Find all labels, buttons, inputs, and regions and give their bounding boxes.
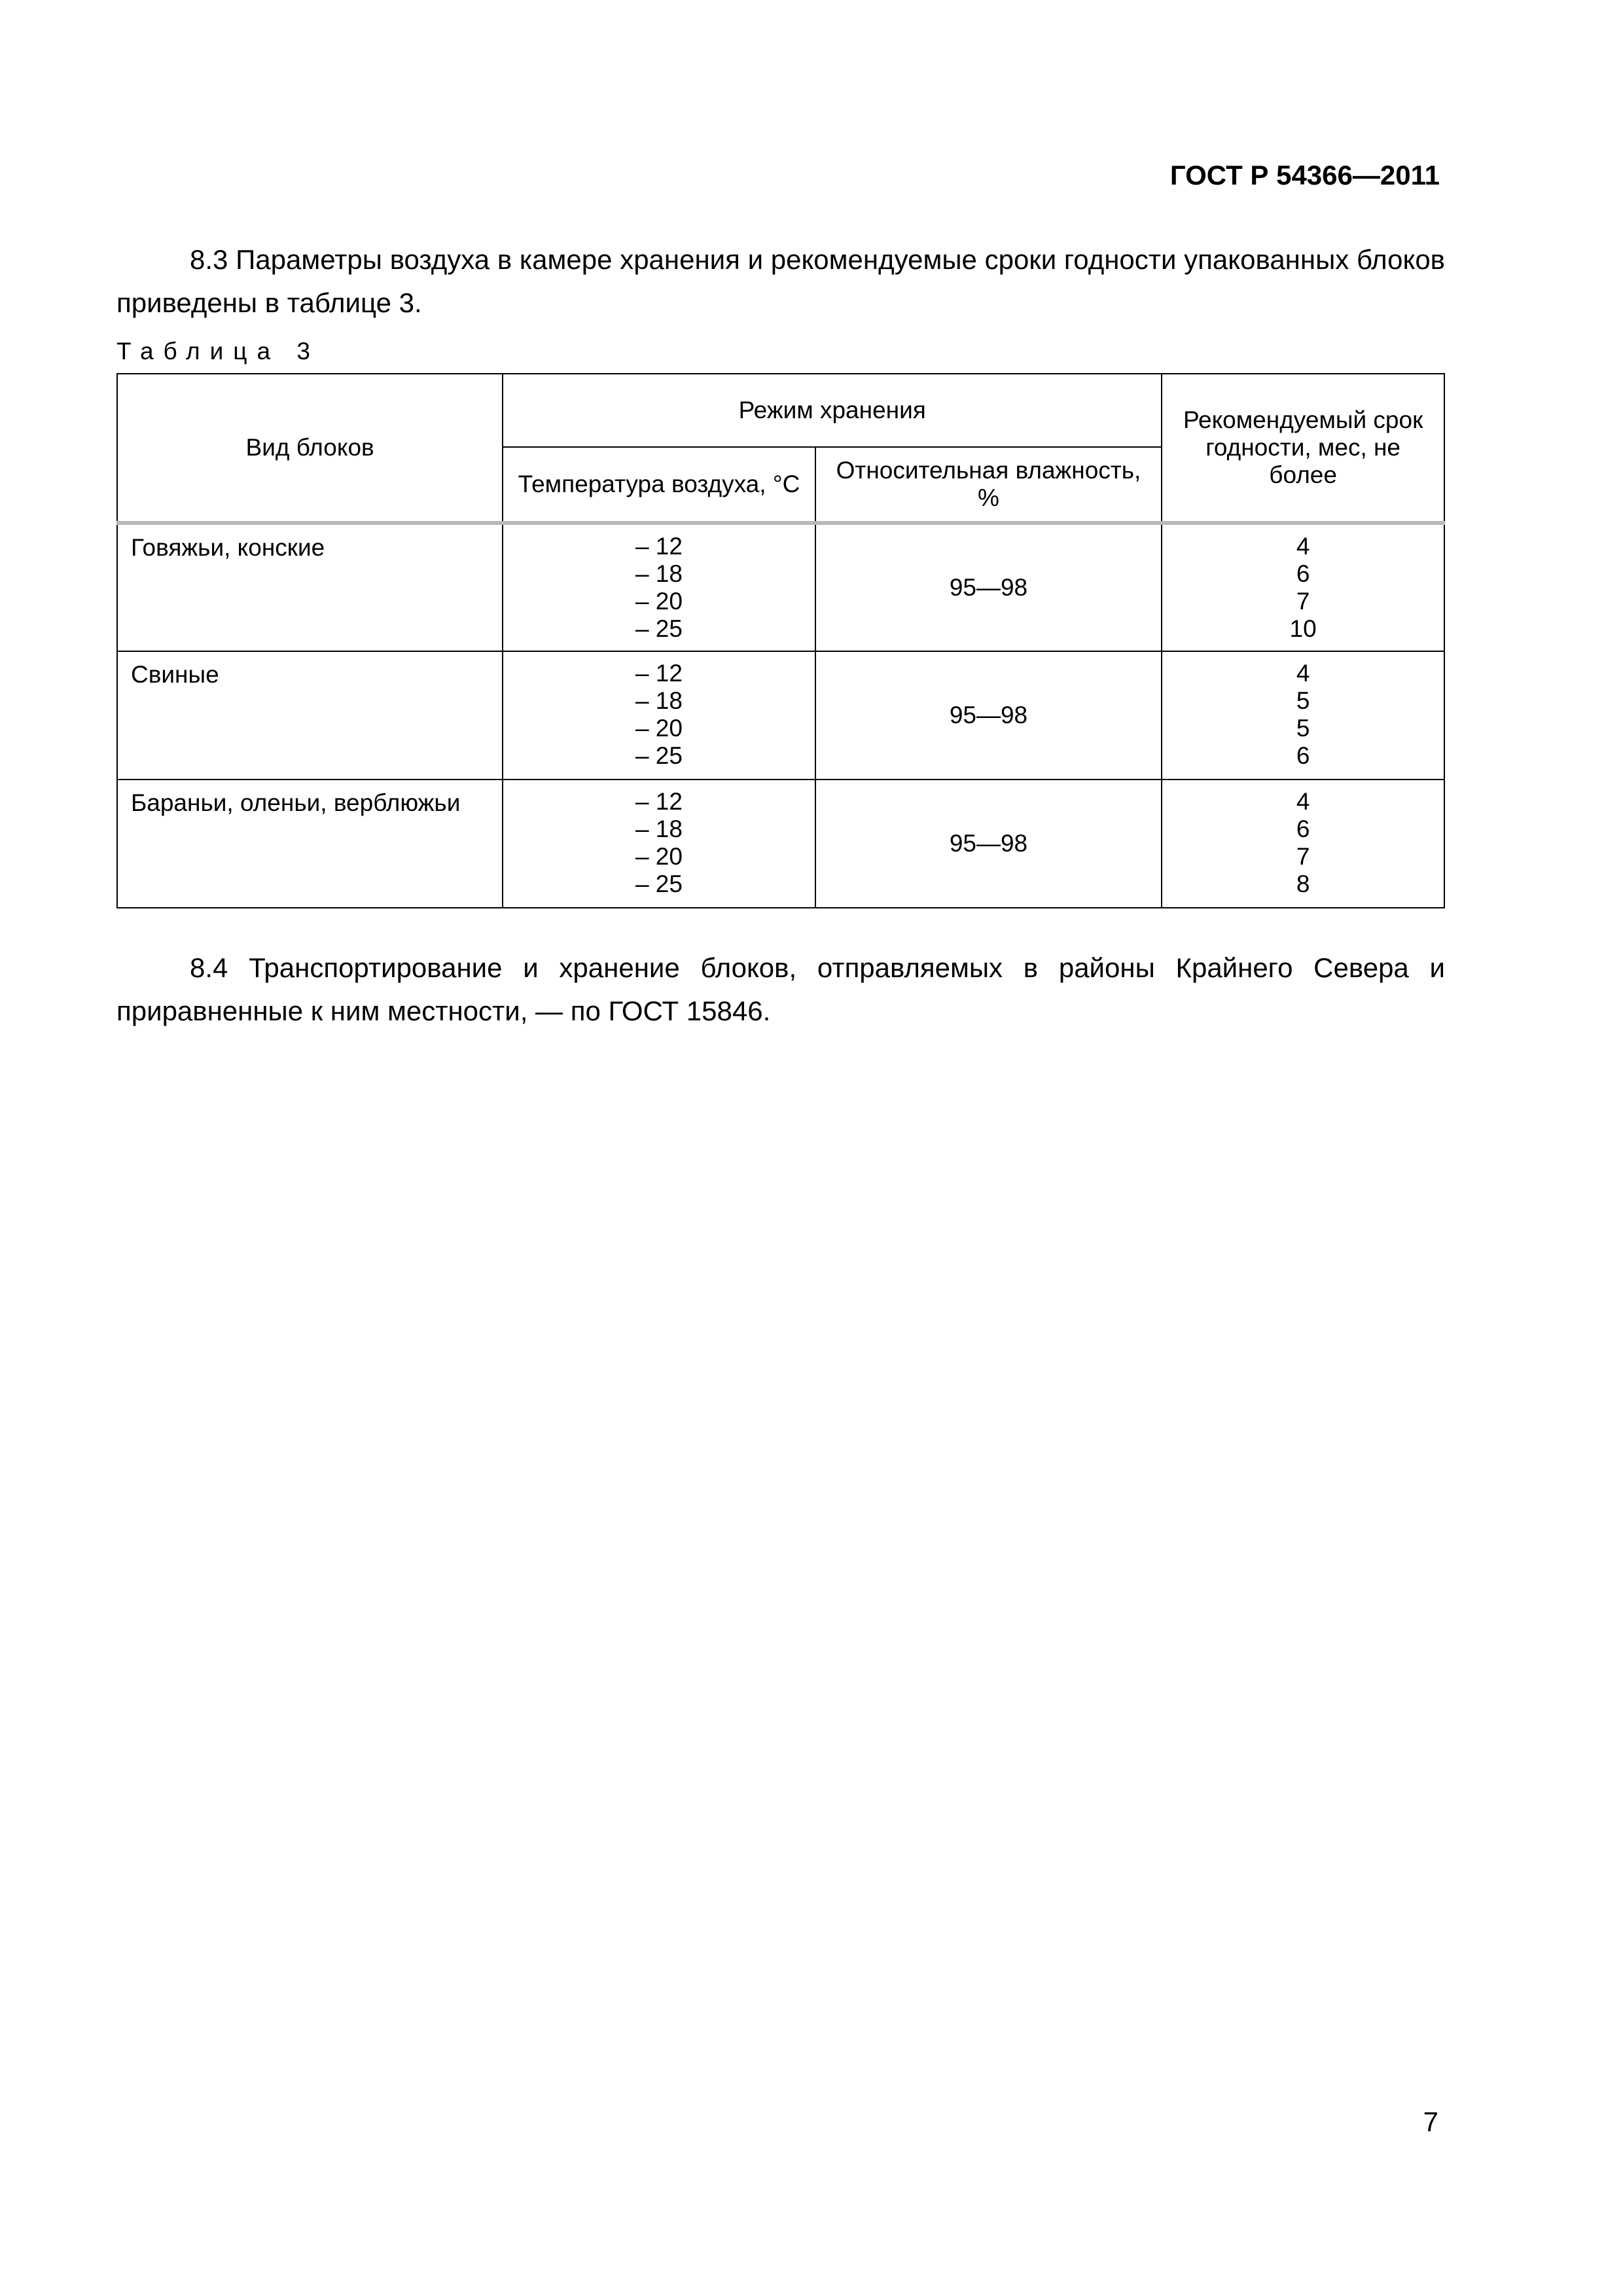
cell-kind: Говяжьи, конские	[117, 523, 503, 651]
temperature-value: – 25	[635, 870, 683, 897]
cell-kind: Бараньи, оленьи, верблюжьи	[117, 780, 503, 908]
shelf-life-value: 6	[1296, 816, 1310, 842]
temperature-value: – 18	[635, 816, 683, 842]
shelf-life-value: 5	[1296, 687, 1310, 714]
header-temperature: Температура воздуха, °С	[503, 447, 815, 523]
cell-humidity: 95—98	[815, 523, 1162, 651]
table-caption: Таблица 3	[116, 338, 320, 365]
shelf-life-value: 4	[1296, 788, 1310, 815]
paragraph-8-3-text: 8.3 Параметры воздуха в камере хранения и рекомендуемые сроки годности упакованных блоков приведены в таблице 3.	[116, 244, 1445, 318]
table-row	[117, 523, 1444, 651]
document-id-header: ГОСТ Р 54366—2011	[1169, 160, 1440, 190]
shelf-life-value: 10	[1289, 615, 1317, 642]
temperature-value: – 20	[635, 588, 683, 615]
temperature-value: – 20	[635, 843, 683, 870]
shelf-life-value: 8	[1296, 870, 1310, 897]
shelf-life-value: 6	[1296, 742, 1310, 769]
cell-shelf-life	[1162, 651, 1444, 780]
header-humidity: Относительная влажность, %	[815, 447, 1162, 523]
header-storage-mode: Режим хранения	[503, 374, 1162, 447]
temperature-value: – 12	[635, 533, 683, 560]
cell-temperatures	[503, 780, 815, 908]
shelf-life-value: 5	[1296, 715, 1310, 742]
cell-shelf-life	[1162, 523, 1444, 651]
cell-temperatures	[503, 651, 815, 780]
cell-kind: Свиные	[117, 651, 503, 780]
shelf-life-value: 7	[1296, 843, 1310, 870]
temperature-value: – 18	[635, 560, 683, 587]
cell-temperatures	[503, 523, 815, 651]
header-shelf-life: Рекомендуемый срок годности, мес, не более	[1162, 374, 1444, 523]
paragraph-8-3	[116, 238, 1445, 325]
shelf-life-value: 4	[1296, 660, 1310, 687]
paragraph-8-4	[116, 946, 1445, 1033]
temperature-value: – 18	[635, 687, 683, 714]
storage-table	[116, 373, 1445, 908]
page-number: 7	[1423, 2106, 1438, 2137]
temperature-value: – 20	[635, 715, 683, 742]
shelf-life-value: 6	[1296, 560, 1310, 587]
table-body	[117, 523, 1444, 908]
temperature-value: – 12	[635, 788, 683, 815]
shelf-life-value: 7	[1296, 588, 1310, 615]
shelf-life-value: 4	[1296, 533, 1310, 560]
temperature-value: – 25	[635, 615, 683, 642]
table-row	[117, 651, 1444, 780]
header-kind: Вид блоков	[117, 374, 503, 523]
cell-shelf-life	[1162, 780, 1444, 908]
cell-humidity: 95—98	[815, 651, 1162, 780]
paragraph-8-4-text: 8.4 Транспортирование и хранение блоков, отправляемых в районы Крайнего Севера и приравненные к ним местности, — по ГОСТ 15846.	[116, 952, 1445, 1026]
table-row	[117, 780, 1444, 908]
cell-humidity: 95—98	[815, 780, 1162, 908]
temperature-value: – 12	[635, 660, 683, 687]
temperature-value: – 25	[635, 742, 683, 769]
